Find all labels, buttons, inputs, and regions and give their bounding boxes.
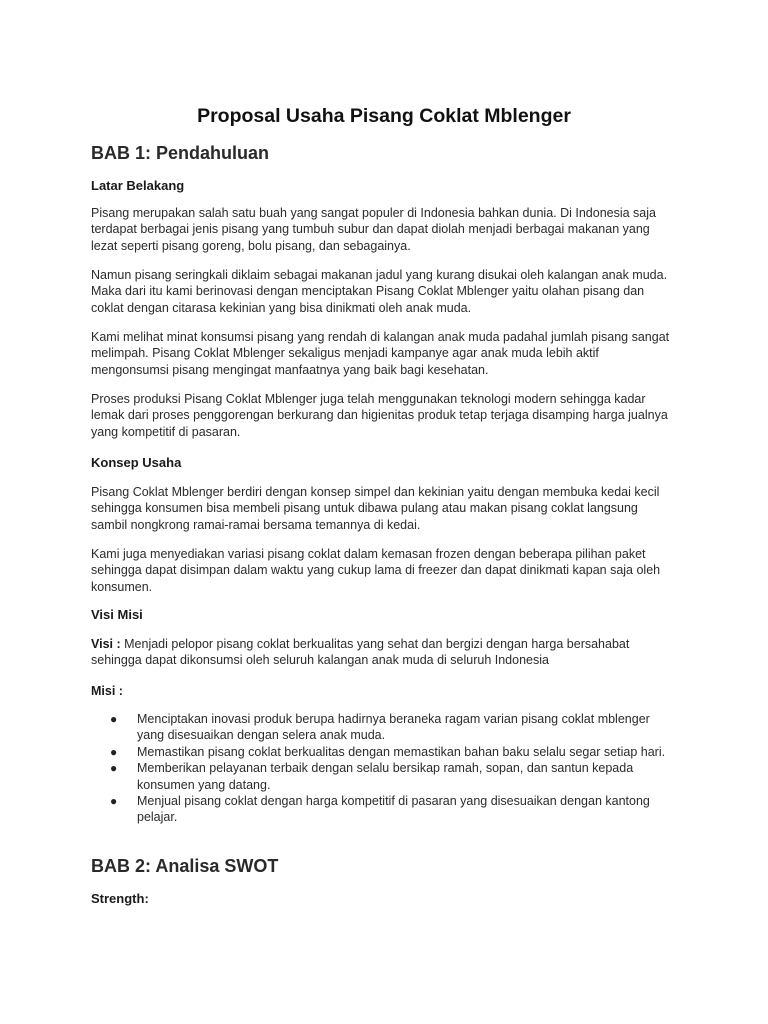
latar-paragraph: Pisang merupakan salah satu buah yang sangat populer di Indonesia bahkan dunia. Di Indonesia saja terdapat berbagai jenis pisang yang tumbuh subur dan dapat diolah menjadi berbagai makanan yang lezat seperti pisang goreng, bolu pisang, dan sebagainya.: [91, 206, 656, 253]
konsep-paragraph: Kami juga menyediakan variasi pisang coklat dalam kemasan frozen dengan beberapa pilihan paket sehingga dapat disimpan dalam waktu yang cukup lama di freezer dan dapat dinikmati kapan saja oleh konsumen.: [91, 547, 661, 594]
visi-paragraph: [91, 636, 676, 669]
misi-label-paragraph: [91, 683, 676, 699]
list-item-text: Menciptakan inovasi produk berupa hadirnya beraneka ragam varian pisang coklat mblenger yang disesuaikan dengan selera anak muda.: [137, 712, 650, 743]
list-item: [91, 711, 676, 744]
bab1-heading: BAB 1: Pendahuluan: [91, 143, 270, 163]
visi-misi-heading: Visi Misi: [91, 607, 143, 622]
visi-text: Menjadi pelopor pisang coklat berkualitas yang sehat dan bergizi dengan harga bersahabat sehingga dapat dikonsumsi oleh seluruh kalangan anak muda di seluruh Indonesia: [91, 637, 630, 668]
list-item-text: Memberikan pelayanan terbaik dengan selalu bersikap ramah, sopan, dan santun kepada konsumen yang datang.: [137, 761, 634, 792]
list-item: [91, 793, 676, 826]
latar-paragraph: Proses produksi Pisang Coklat Mblenger juga telah menggunakan teknologi modern sehingga kadar lemak dari proses penggorengan berkurang dan higienitas produk tetap terjaga disamping harga jualnya yang kompetitif di pasaran.: [91, 392, 668, 439]
misi-list: [91, 711, 676, 826]
bab2-heading: BAB 2: Analisa SWOT: [91, 856, 279, 876]
strength-heading: Strength:: [91, 891, 149, 906]
visi-label: Visi :: [91, 637, 121, 651]
bullet-icon: ●: [110, 744, 118, 759]
latar-belakang-heading: Latar Belakang: [91, 178, 185, 193]
latar-paragraph: Kami melihat minat konsumsi pisang yang rendah di kalangan anak muda padahal jumlah pisang sangat melimpah. Pisang Coklat Mblenger sekaligus menjadi kampanye agar anak muda lebih aktif mengonsumsi pisang mengingat manfaatnya yang baik bagi kesehatan.: [91, 330, 670, 377]
konsep-usaha-heading: Konsep Usaha: [91, 455, 182, 470]
list-item-text: Menjual pisang coklat dengan harga kompetitif di pasaran yang disesuaikan dengan kantong pelajar.: [137, 794, 650, 825]
list-item: [91, 744, 676, 760]
latar-paragraph: Namun pisang seringkali diklaim sebagai makanan jadul yang kurang disukai oleh kalangan anak muda. Maka dari itu kami berinovasi dengan menciptakan Pisang Coklat Mblenger yaitu olahan pisang dan coklat dengan citarasa kekinian yang bisa dinikmati oleh anak muda.: [91, 268, 668, 315]
document-title: Proposal Usaha Pisang Coklat Mblenger: [197, 105, 571, 127]
misi-label: Misi :: [91, 684, 123, 698]
bullet-icon: ●: [110, 794, 118, 809]
list-item-text: Memastikan pisang coklat berkualitas dengan memastikan bahan baku selalu segar setiap hari.: [137, 744, 666, 759]
list-item: [91, 760, 676, 793]
bullet-icon: ●: [110, 712, 118, 726]
bullet-icon: ●: [110, 761, 118, 776]
konsep-paragraph: Pisang Coklat Mblenger berdiri dengan konsep simpel dan kekinian yaitu dengan membuka kedai kecil sehingga konsumen bisa membeli pisang untuk dibawa pulang atau makan pisang coklat langsung sambil nongkrong ramai-ramai bersama temannya di kedai.: [91, 485, 660, 532]
